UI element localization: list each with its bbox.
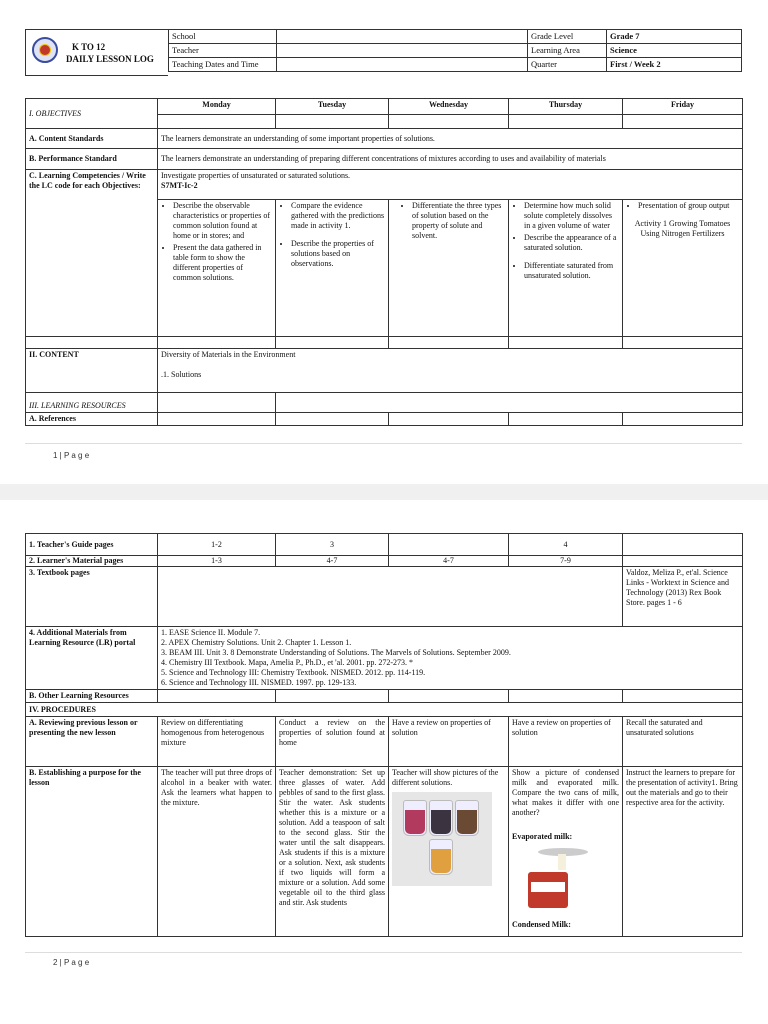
school-label: School	[169, 30, 277, 44]
resources-table: 1. Teacher's Guide pages 1-2 3 4 2. Learner's Material pages 1-3 4-7 4-7 7-9 3. Textbook pages Valdoz, Meliza P., et'al. Science Links - Worktext in Science and Technology (2013) Rex Book Store. pages 1 - 6 4. Additional Materials from Learning Resource (LR) portal 1. EASE Science II. Module 7. 2. APEX Chemistry Solutions. Unit 2. Chapter 1. Lesson 1. 3. BEAM III. Unit 3. 8 Demonstrate Understanding of Solutions. The Marvels of Solutions. September 2009. 4. Chemistry III Textbook. Mapa, Amelia P., Ph.D., et 'al. 2001. pp. 272-273. * 5. Science and Technology III: Chemistry Textbook. NISMED. 2012. pp. 114-119. 6. Science and Technology III. NISMED. 1997. pp. 129-133. B. Other Learning Resources IV. PROCEDURES A. Reviewing previous lesson or presenting the new lesson Review on differentiating homogenous from heterogenous mixture Conduct a review on the properties of solution found at home Have a review on properties of solution Have a review on properties of solution Recall the saturated and unsaturated solutions B. Establishing a purpose for the lesson The teacher will put three drops of alcohol in a beaker with water. Ask the learners what happen to the mixture. Teacher demonstration: Set up three glasses of water. Add pebbles of sand to the first glass. Stir the water. Ask students whether this is a mixture or a solution. Add a teaspoon of salt to the second glass. Stir the water until the salt disappears. Ask students if this is a mixture or a solution. Next, ask students if two liquids will form a mixture or a solution. Add some vegetable oil to the third glass and stir. Ask students Teacher will show pictures of the different solutions. Show a picture of condensed milk and evaporated milk. Compare the two cans of milk, what makes it differ with one another? Evaporated milk: Condensed Milk: Instruct the learners to prepare for the presentation of activity1. Bring out the materials and go to their respective area for the activity.	[25, 533, 743, 937]
dates-label: Teaching Dates and Time	[169, 58, 277, 72]
evaporated-label: Evaporated milk:	[512, 832, 573, 841]
page-number-2: 2 | P a g e	[53, 958, 90, 967]
objective-tuesday: • Compare the evidence gathered with the predictions made in activity 1. • Describe the properties of solutions based on observations.	[276, 200, 389, 337]
references-label: A. References	[26, 413, 158, 426]
teacher-label: Teacher	[169, 44, 277, 58]
competencies-label: C. Learning Competencies / Write the LC code for each Objectives:	[26, 170, 158, 337]
review-label: A. Reviewing previous lesson or presenting the new lesson	[26, 717, 158, 767]
header-outline	[25, 29, 168, 76]
page-number-1: 1 | P a g e	[53, 451, 90, 460]
purpose-wednesday: Teacher will show pictures of the different solutions.	[389, 767, 509, 937]
area-value: Science	[607, 44, 742, 58]
logo-title: K TO 12 DAILY LESSON LOG	[66, 42, 154, 64]
performance-text: The learners demonstrate an understanding of preparing different concentrations of mixtures according to uses and availability of materials	[158, 149, 743, 170]
jar-red	[403, 800, 427, 836]
objective-monday: • Describe the observable characteristics or properties of common solution found at home or in stores; and • Present the data gathered in table form to show the different properties of common solutions.	[158, 200, 276, 337]
am-label: 4. Additional Materials from Learning Resource (LR) portal	[26, 627, 158, 690]
competency-cell	[158, 170, 743, 200]
school-value[interactable]	[277, 30, 528, 44]
resources-label: III. LEARNING RESOURCES	[26, 393, 158, 413]
area-label: Learning Area	[528, 44, 607, 58]
page-1-footer-line	[25, 443, 742, 444]
activity-note: Activity 1 Growing Tomatoes Using Nitrogen Fertilizers	[634, 219, 731, 238]
purpose-monday: The teacher will put three drops of alcohol in a beaker with water. Ask the learners what happen to the mixture.	[158, 767, 276, 937]
jar-orange	[429, 839, 453, 875]
performance-label: B. Performance Standard	[26, 149, 158, 170]
header-table	[168, 29, 742, 72]
competency-code: S7MT-Ic-2	[161, 181, 198, 190]
content-standards-text: The learners demonstrate an understanding of some important properties of solutions.	[158, 129, 743, 149]
content-label: II. CONTENT	[26, 349, 158, 393]
grade-value: Grade 7	[607, 30, 742, 44]
day-header-monday: Monday	[158, 99, 276, 115]
competency-text: Investigate properties of unsaturated or saturated solutions.	[161, 171, 351, 180]
objective-wednesday: • Differentiate the three types of solution based on the property of solute and solvent.	[389, 200, 509, 337]
objective-thursday: • Determine how much solid solute completely dissolves in a given volume of water • Describe the appearance of a saturated solution. • Differentiate saturated from unsaturated solution.	[509, 200, 623, 337]
day-header-friday: Friday	[623, 99, 743, 115]
teacher-value[interactable]	[277, 44, 528, 58]
objectives-heading: I. OBJECTIVES	[26, 99, 158, 129]
purpose-thursday: Show a picture of condensed milk and evaporated milk. Compare the two cans of milk, what makes it differ with one another? Evaporated milk: Condensed Milk:	[509, 767, 623, 937]
tb-friday: Valdoz, Meliza P., et'al. Science Links - Worktext in Science and Technology (2013) Rex Book Store. pages 1 - 6	[623, 567, 743, 627]
grade-label: Grade Level	[528, 30, 607, 44]
lm-label: 2. Learner's Material pages	[26, 556, 158, 567]
dates-value[interactable]	[277, 58, 528, 72]
procedures-label: IV. PROCEDURES	[26, 703, 158, 717]
condensed-label: Condensed Milk:	[512, 920, 571, 929]
page-2	[0, 500, 768, 1024]
milk-can-image	[518, 846, 608, 912]
tg-label: 1. Teacher's Guide pages	[26, 534, 158, 556]
jar-dark	[429, 800, 453, 836]
day-header-wednesday: Wednesday	[389, 99, 509, 115]
additional-materials: 1. EASE Science II. Module 7. 2. APEX Chemistry Solutions. Unit 2. Chapter 1. Lesson 1. 3. BEAM III. Unit 3. 8 Demonstrate Understanding of Solutions. The Marvels of Solutions. September 2009. 4. Chemistry III Textbook. Mapa, Amelia P., Ph.D., et 'al. 2001. pp. 272-273. * 5. Science and Technology III: Chemistry Textbook. NISMED. 2012. pp. 114-119. 6. Science and Technology III. NISMED. 1997. pp. 129-133.	[158, 627, 743, 690]
tb-label: 3. Textbook pages	[26, 567, 158, 627]
purpose-label: B. Establishing a purpose for the lesson	[26, 767, 158, 937]
quarter-value: First / Week 2	[607, 58, 742, 72]
jar-brown	[455, 800, 479, 836]
objectives-table	[25, 98, 743, 426]
day-header-tuesday: Tuesday	[276, 99, 389, 115]
objective-friday: • Presentation of group output Activity 1 Growing Tomatoes Using Nitrogen Fertilizers	[623, 200, 743, 337]
page-2-footer-line	[25, 952, 742, 953]
content-standards-label: A. Content Standards	[26, 129, 158, 149]
page-1	[0, 0, 768, 484]
other-resources-label: B. Other Learning Resources	[26, 690, 158, 703]
purpose-tuesday: Teacher demonstration: Set up three glasses of water. Add pebbles of sand to the first glass. Stir the water. Ask students whether this is a mixture or a solution. Add a teaspoon of salt to the second glass. Stir the water until the salt disappears. Ask students if this is a mixture or a solution. Next, ask students if two liquids will form a mixture or a solution. Add some vegetable oil to the third glass and stir. Ask students	[276, 767, 389, 937]
solutions-photo	[392, 792, 492, 886]
quarter-label: Quarter	[528, 58, 607, 72]
day-header-thursday: Thursday	[509, 99, 623, 115]
content-text: Diversity of Materials in the Environment .1. Solutions	[158, 349, 743, 393]
purpose-friday: Instruct the learners to prepare for the presentation of activity1. Bring out the materials and go to their respective area for the activity.	[623, 767, 743, 937]
